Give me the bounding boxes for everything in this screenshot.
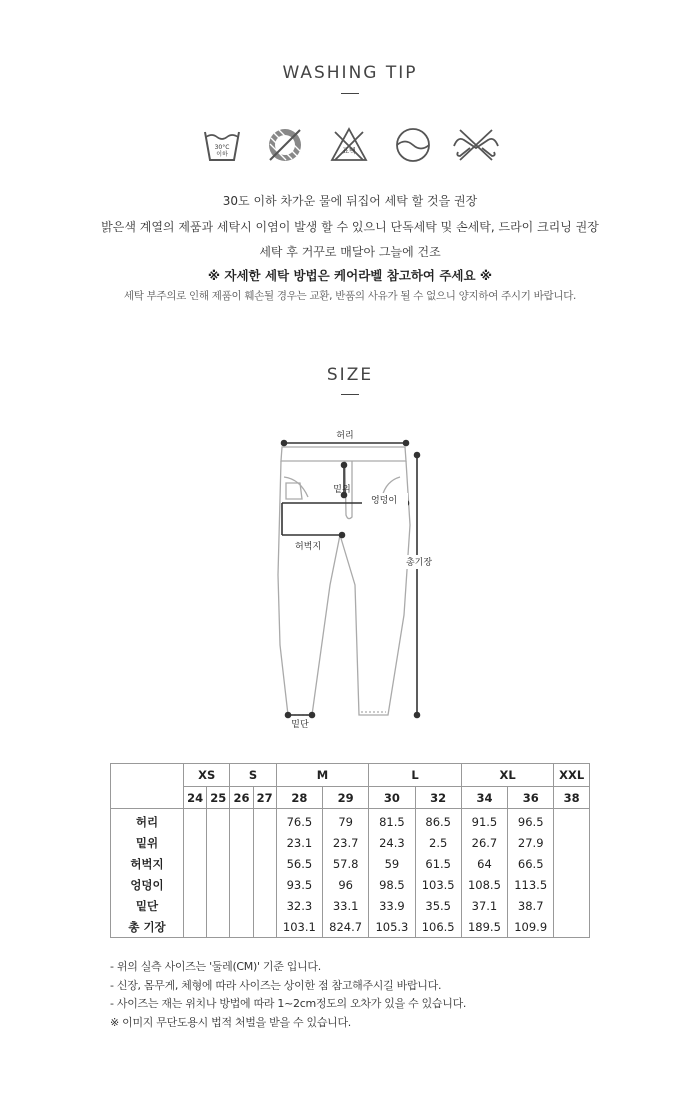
table-cell: 96 [323,874,369,895]
table-cell [230,809,253,833]
size-notes [110,958,466,1032]
hang-dry-icon [394,126,432,164]
table-cell [554,895,590,916]
table-cell: 35.5 [415,895,461,916]
washing-line-1: 30도 이하 차가운 물에 뒤집어 세탁 할 것을 권장 [222,194,478,208]
no-bleach-icon [266,126,304,164]
size-title-divider [341,394,359,395]
table-cell [253,853,276,874]
washing-line-3: 세탁 후 거꾸로 매달아 그늘에 건조 [259,245,441,259]
note-2: - 신장, 몸무게, 체형에 따라 사이즈는 상이한 점 참고해주시길 바랍니다. [110,978,442,992]
washing-notice: ※ 자세한 세탁 방법은 케어라벨 참고하여 주세요 ※ [207,268,493,283]
table-cell: 2.5 [415,832,461,853]
table-cell: 23.7 [323,832,369,853]
hip-label: 엉덩이 [370,496,398,506]
size-27: 27 [253,787,276,809]
group-l: L [369,764,462,787]
table-cell: 103.1 [276,916,322,938]
size-38: 38 [554,787,590,809]
table-cell [554,809,590,833]
group-xs: XS [184,764,230,787]
wash-30c-icon [203,126,241,164]
care-icons [0,126,700,166]
group-m: M [276,764,369,787]
table-cell: 106.5 [415,916,461,938]
table-cell [253,874,276,895]
table-cell [554,916,590,938]
table-cell: 61.5 [415,853,461,874]
size-24: 24 [184,787,207,809]
row-label: 밑단 [111,895,184,916]
table-cell: 96.5 [508,809,554,833]
thigh-label: 허벅지 [294,542,322,552]
table-cell [253,809,276,833]
table-cell: 98.5 [369,874,415,895]
size-30: 30 [369,787,415,809]
row-label: 허리 [111,809,184,833]
table-row [111,832,590,853]
table-cell [207,809,230,833]
table-cell: 109.9 [508,916,554,938]
size-25: 25 [207,787,230,809]
table-cell: 32.3 [276,895,322,916]
table-cell [554,874,590,895]
table-cell: 105.3 [369,916,415,938]
size-36: 36 [508,787,554,809]
table-cell: 79 [323,809,369,833]
table-cell [184,874,207,895]
table-cell: 66.5 [508,853,554,874]
table-cell: 76.5 [276,809,322,833]
size-title: SIZE [326,365,374,385]
wash-temp-label: 30°C [214,144,230,151]
no-iron-icon [329,126,369,164]
table-cell: 824.7 [323,916,369,938]
table-cell [207,895,230,916]
table-cell [184,809,207,833]
size-group-row [111,764,590,787]
size-34: 34 [461,787,507,809]
table-cell: 64 [461,853,507,874]
length-label: 총기장 [405,558,433,568]
no-wring-icon [452,126,500,164]
table-cell [253,895,276,916]
washing-line-2: 밝은색 계열의 제품과 세탁시 이염이 발생 할 수 있으니 단독세탁 및 손세탁, 드라이 크리닝 권장 [101,220,599,234]
corner-cell [111,764,184,809]
table-cell [184,895,207,916]
table-cell: 91.5 [461,809,507,833]
table-row [111,809,590,833]
row-label: 밑위 [111,832,184,853]
note-3: - 사이즈는 재는 위치나 방법에 따라 1~2cm정도의 오차가 있을 수 있습니다. [110,997,467,1010]
size-table-body [111,809,590,938]
table-cell [253,916,276,938]
pants-diagram [270,425,440,735]
group-xl: XL [461,764,554,787]
table-cell [253,832,276,853]
size-32: 32 [415,787,461,809]
table-cell [230,853,253,874]
table-cell [207,916,230,938]
table-cell [230,916,253,938]
bleach-label: 표백 [342,147,356,155]
table-cell: 38.7 [508,895,554,916]
table-cell [230,874,253,895]
table-cell: 57.8 [323,853,369,874]
table-cell: 37.1 [461,895,507,916]
table-cell: 26.7 [461,832,507,853]
table-cell [207,853,230,874]
table-row [111,895,590,916]
table-cell [230,895,253,916]
table-cell [230,832,253,853]
rise-label: 밑위 [333,485,351,495]
size-29: 29 [323,787,369,809]
size-table [110,763,590,938]
table-cell [207,874,230,895]
table-cell [184,916,207,938]
table-cell: 81.5 [369,809,415,833]
washing-disclaimer: 세탁 부주의로 인해 제품이 훼손될 경우는 교환, 반품의 사유가 될 수 없으니 양지하여 주시기 바랍니다. [123,290,577,302]
table-cell: 113.5 [508,874,554,895]
table-cell [184,832,207,853]
table-cell: 93.5 [276,874,322,895]
table-row [111,853,590,874]
table-cell: 108.5 [461,874,507,895]
table-cell: 56.5 [276,853,322,874]
table-cell [554,832,590,853]
note-1: - 위의 실측 사이즈는 '둘레(CM)' 기준 입니다. [110,960,321,973]
table-cell [207,832,230,853]
table-row [111,874,590,895]
table-cell [554,853,590,874]
table-cell: 33.1 [323,895,369,916]
washing-tip-title: WASHING TIP [282,63,418,83]
size-26: 26 [230,787,253,809]
table-cell: 33.9 [369,895,415,916]
table-cell: 24.3 [369,832,415,853]
table-cell: 59 [369,853,415,874]
group-s: S [230,764,276,787]
table-cell: 27.9 [508,832,554,853]
row-label: 엉덩이 [111,874,184,895]
table-cell: 23.1 [276,832,322,853]
row-label: 허벅지 [111,853,184,874]
waist-label: 허리 [336,431,354,441]
note-4: ※ 이미지 무단도용시 법적 처벌을 받을 수 있습니다. [110,1015,352,1029]
hem-label: 밑단 [291,720,309,730]
table-cell: 189.5 [461,916,507,938]
group-xxl: XXL [554,764,590,787]
size-28: 28 [276,787,322,809]
table-row [111,916,590,938]
wash-temp-label2: 이하 [216,151,228,158]
row-label: 총 기장 [111,916,184,938]
title-divider [341,93,359,94]
table-cell: 86.5 [415,809,461,833]
table-cell: 103.5 [415,874,461,895]
table-cell [184,853,207,874]
